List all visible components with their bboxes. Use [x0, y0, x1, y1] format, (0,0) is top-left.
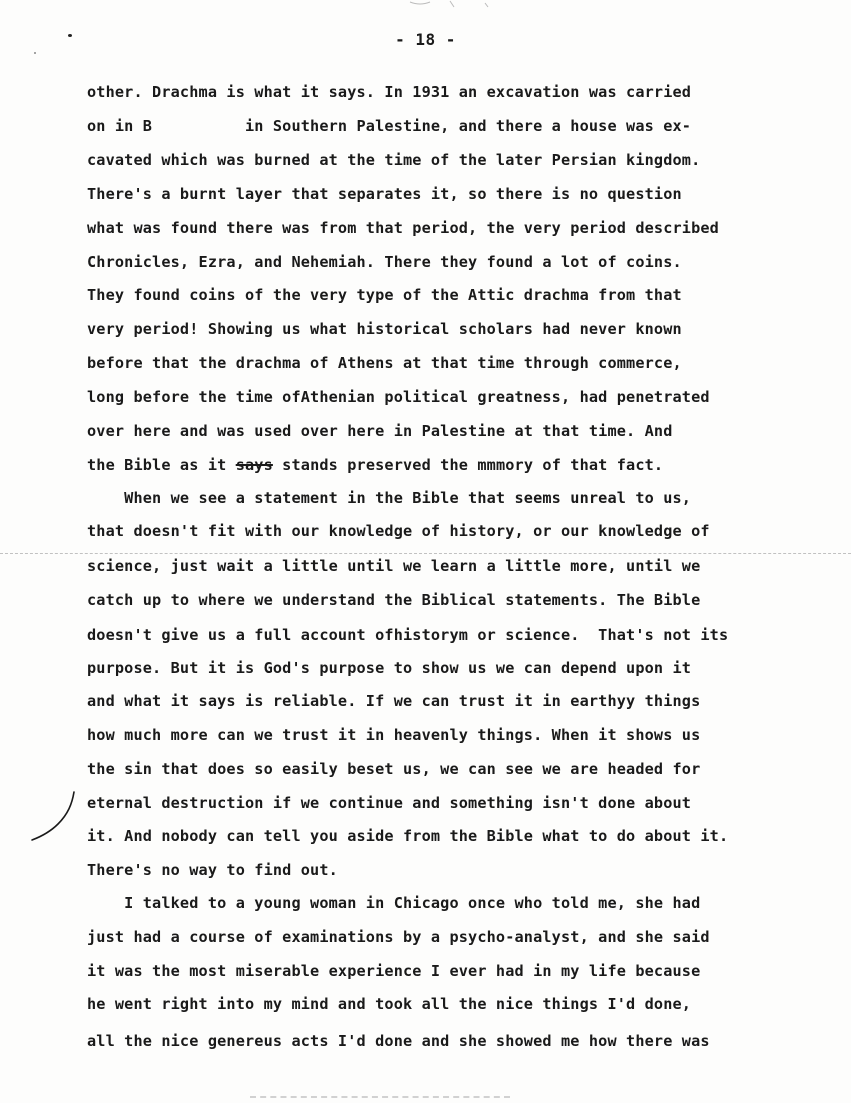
text-line: he went right into my mind and took all the nice things I'd done,: [87, 995, 692, 1013]
text-line-with-strikeout: [87, 455, 663, 475]
page-number: - 18 -: [395, 30, 456, 49]
text-segment: stands preserved the mmmory of that fact.: [272, 456, 664, 474]
text-line: long before the time ofAthenian political greatness, had penetrated: [87, 388, 710, 406]
text-line: it was the most miserable experience I ever had in my life because: [87, 962, 701, 980]
fold-crease-line: [0, 553, 851, 554]
text-line: There's no way to find out.: [87, 861, 338, 879]
text-line: what was found there was from that period, the very period described: [87, 219, 719, 237]
text-line: other. Drachma is what it says. In 1931 an excavation was carried: [87, 83, 692, 101]
text-line: eternal destruction if we continue and something isn't done about: [87, 794, 692, 812]
margin-pen-mark: [28, 788, 84, 844]
text-line: There's a burnt layer that separates it, so there is no question: [87, 185, 682, 203]
text-line: purpose. But it is God's purpose to show us we can depend upon it: [87, 659, 692, 677]
text-line: that doesn't fit with our knowledge of history, or our knowledge of: [87, 522, 710, 540]
text-line: very period! Showing us what historical scholars had never known: [87, 320, 682, 338]
text-line: doesn't give us a full account ofhistorym or science. That's not its: [87, 626, 729, 644]
text-segment: the Bible as it: [87, 456, 236, 474]
ink-speck: [34, 52, 36, 54]
text-line: on in B in Southern Palestine, and there a house was ex-: [87, 117, 692, 135]
paragraph-first-line: I talked to a young woman in Chicago once who told me, she had: [87, 894, 701, 912]
text-line: all the nice genereus acts I'd done and she showed me how there was: [87, 1032, 710, 1050]
text-line: how much more can we trust it in heavenly things. When it shows us: [87, 726, 701, 744]
text-line: catch up to where we understand the Biblical statements. The Bible: [87, 591, 701, 609]
text-line: the sin that does so easily beset us, we can see we are headed for: [87, 760, 701, 778]
text-line: and what it says is reliable. If we can trust it in earthyy things: [87, 692, 701, 710]
text-line: before that the drachma of Athens at that time through commerce,: [87, 354, 682, 372]
scan-artifact-top: [390, 0, 510, 10]
struck-out-word: says: [235, 456, 273, 474]
text-line: science, just wait a little until we learn a little more, until we: [87, 557, 701, 575]
paragraph-first-line: When we see a statement in the Bible that seems unreal to us,: [87, 489, 692, 507]
text-line: over here and was used over here in Palestine at that time. And: [87, 422, 673, 440]
text-line: cavated which was burned at the time of the later Persian kingdom.: [87, 151, 701, 169]
text-line: Chronicles, Ezra, and Nehemiah. There they found a lot of coins.: [87, 253, 682, 271]
scan-artifact-bottom: [250, 1096, 510, 1098]
text-line: They found coins of the very type of the Attic drachma from that: [87, 286, 682, 304]
text-line: it. And nobody can tell you aside from the Bible what to do about it.: [87, 827, 729, 845]
text-line: just had a course of examinations by a psycho-analyst, and she said: [87, 928, 710, 946]
